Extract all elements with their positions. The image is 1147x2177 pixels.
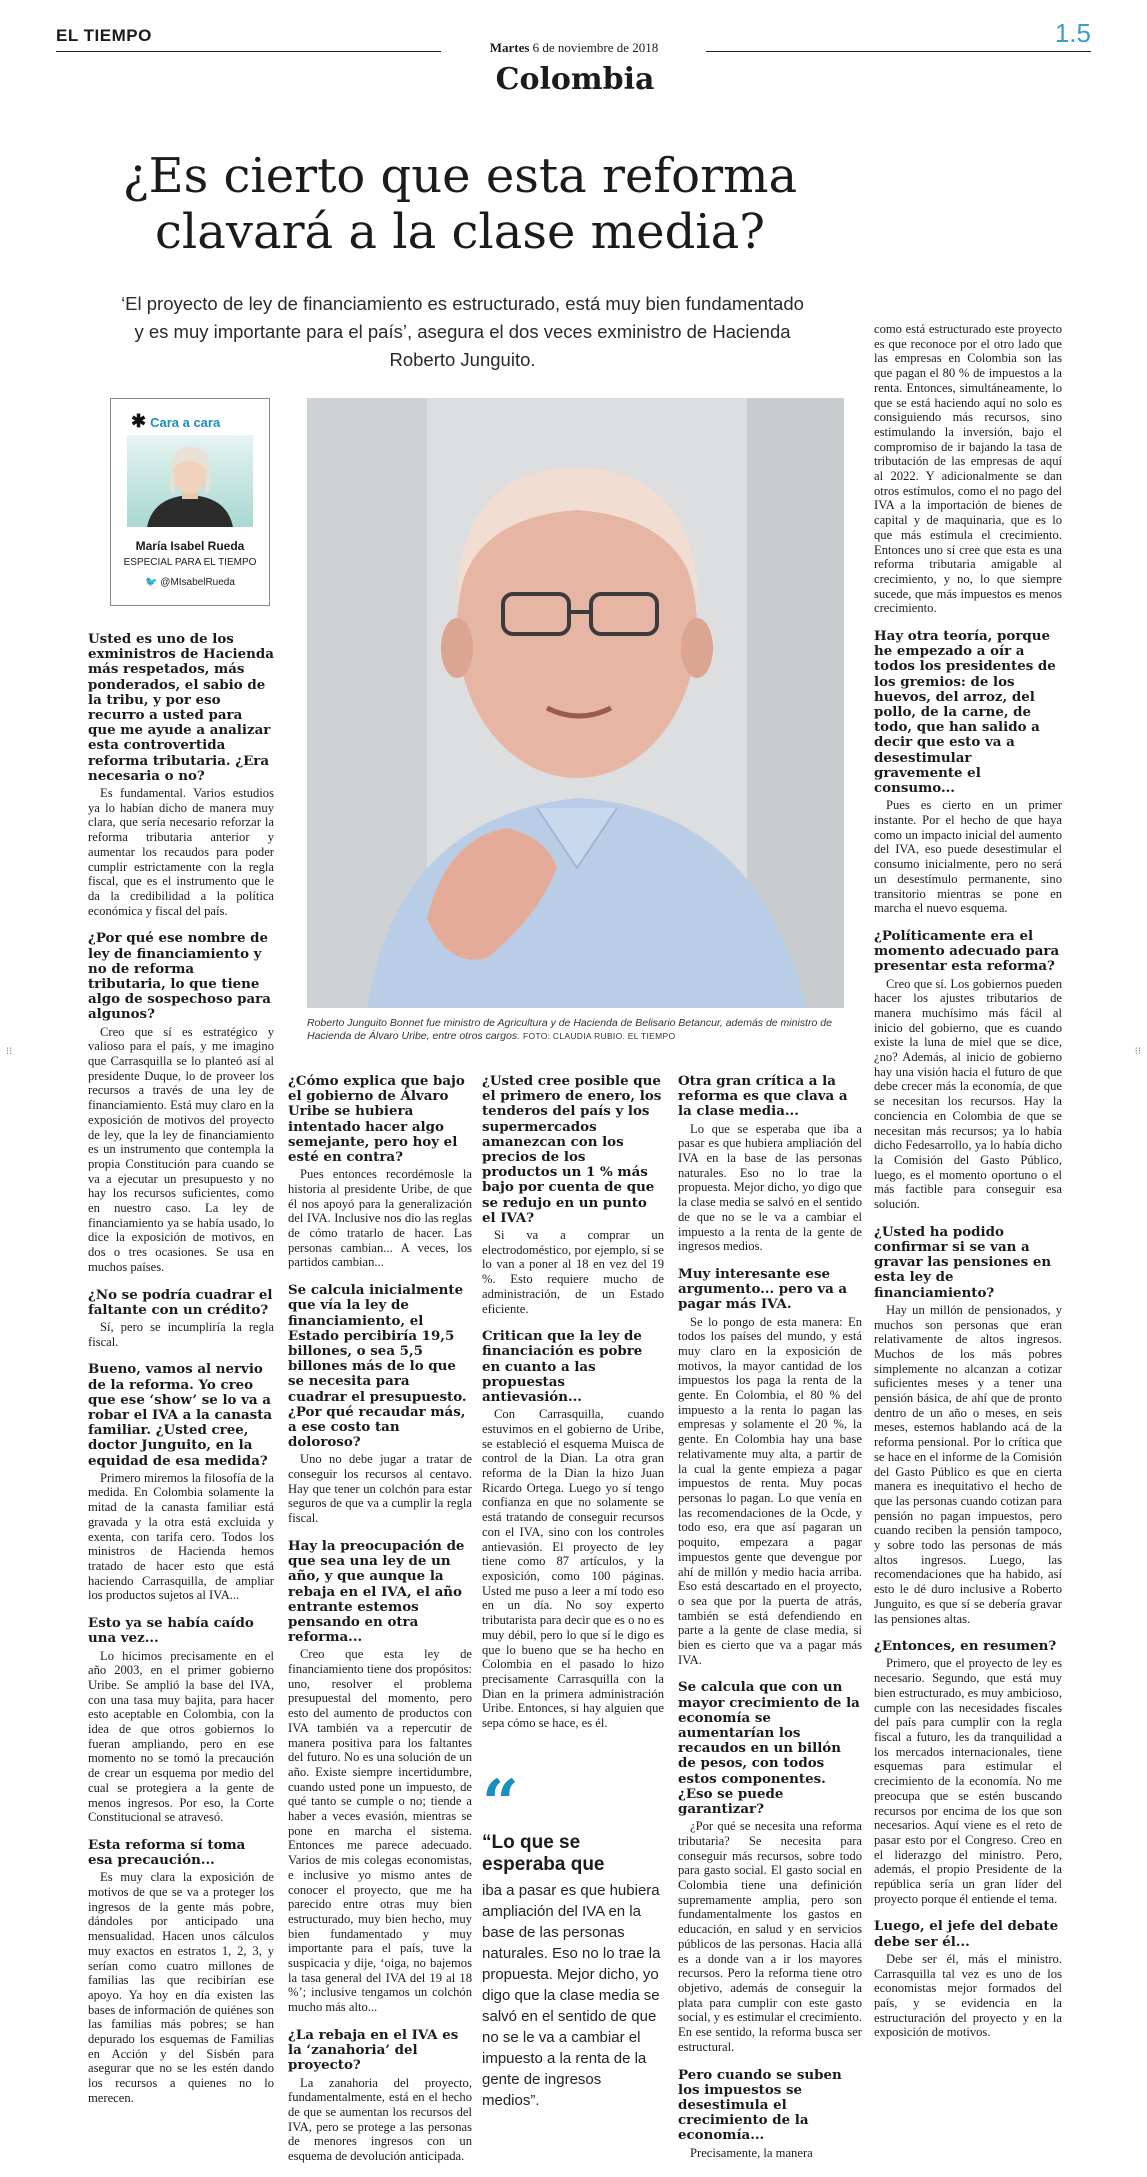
interview-question: ¿Usted cree posible que el primero de enero, los tenderos del país y los supermercados amanezcan con los precios de los productos un 1 % más bajo por cuenta de que se redujo en un punto el IVA?	[482, 1073, 662, 1226]
fold-mark-left: ⁝⁝	[6, 1046, 13, 1057]
interview-answer: Lo que se esperaba que iba a pasar es que hubiera ampliación del IVA en la base de las personas naturales. Eso no lo trae la propuesta. Mejor dicho, yo digo que la clase media se salvó en el sentido de que no se le va a cambiar el impuesto a la renta de la gente de ingresos medios.	[678, 1121, 862, 1254]
twitter-bird-icon: 🐦	[145, 577, 158, 588]
interview-answer: Hay un millón de pensionados, y muchos son personas que eran relativamente de altos ingresos. Muchos de los más pobres simplemente no alcanzan a cotizar suficientes meses y a tener una pensión básica, de ahí que de pronto dentro de un año o meses, en seis meses, estemos hablando acá de la reforma pensional. Por lo crítica que se hace en el informe de la Comisión del Gasto Público es que en cierta manera es inequitativo el hecho de que las personas cuando cotizan para pensión no pagan impuestos, pero cuando reciben la pensión tampoco, y sobre todo las personas de más altos ingresos. Luego, las recomendaciones que ha habido, así esto le dé duro inclusive a Roberto Junguito, es que sí se debería gravar las pensiones altas.	[874, 1302, 1062, 1626]
interview-question: Hay la preocupación de que sea una ley de un año, y que aunque la rebaja en el IVA, el año entrante estemos pensando en otra reforma...	[288, 1537, 465, 1646]
interview-question: ¿Cómo explica que bajo el gobierno de Álvaro Uribe se hubiera intentado hacer algo semejante, pero hoy el esté en contra?	[288, 1073, 465, 1166]
interview-question: Luego, el jefe del debate debe ser él...	[874, 1918, 1059, 1950]
text-column-5	[874, 322, 1062, 2053]
interview-question: Esta reforma sí toma esa precaución...	[88, 1836, 246, 1869]
headline: ¿Es cierto que esta reforma clavará a la clase media?	[122, 148, 798, 260]
interview-answer: Creo que esta ley de financiamiento tiene dos propósitos: uno, resolver el problema presupuestal del momento, pero esto del aumento de productos con IVA también va a repercutir de manera positiva para los faltantes del futuro. No es una solución de un año. Existe siempre incertidumbre, cuando usted pone un impuesto, de qué tanto se cumple o no; tiende a haber a veces evasión, mientras se pone en marcha el sistema. Entonces me parece adecuado. Varios de mis colegas economistas, e inclusive yo mismo antes de conocer el proyecto, que me ha parecido entre otras muy bien estructurado, muy bien hecho, muy bien fundamentado y muy importante para el país, tuve la suspicacia y dije, ‘oiga, no bajemos la tasa general del IVA del 19 al 18 %’; inclusive tengamos un colchón mucho más alto...	[288, 1647, 472, 2015]
interview-question: Hay otra teoría, porque he empezado a oír a todos los presidentes de los gremios: de los huevos, del arroz, del pollo, de la carne, de todo, que han salido a decir que esto va a desestimular gravemente el consumo...	[874, 628, 1056, 797]
pull-quote-lead: “Lo que se esperaba que	[482, 1832, 605, 1875]
interview-question: Usted es uno de los exministros de Hacienda más respetados, más ponderados, el sabio de la tribu, y por eso recurro a usted para que me ayude a analizar esta controvertida reforma tributaria. ¿Era necesaria o no?	[88, 631, 274, 784]
text-column-4	[678, 1074, 862, 2173]
text-column-3	[482, 1074, 664, 1744]
interview-photo	[307, 398, 844, 1008]
interview-answer: Precisamente, la manera	[690, 2145, 813, 2160]
text-column-1	[88, 632, 274, 2119]
interview-answer: Sí, pero se incumpliría la regla fiscal.	[88, 1319, 274, 1349]
header-rule-right	[706, 51, 1091, 52]
interview-question: Se calcula inicialmente que vía la ley de financiamiento, el Estado percibiría 19,5 billones, o sea 5,5 billones más de lo que se necesita para cuadrar el presupuesto. ¿Por qué recaudar más, a ese costo tan doloroso?	[288, 1282, 467, 1451]
interview-question: Muy interesante ese argumento... pero va a pagar más IVA.	[678, 1265, 848, 1313]
masthead: EL TIEMPO	[56, 26, 152, 45]
interview-answer: Primero miremos la filosofía de la medida. En Colombia solamente la mitad de la canasta familiar está gravada y la otra está excluida y exenta, con tarifa cero. Todos los ministros de Hacienda hemos tratado de hacer esto que está haciendo Carrasquilla, de ampliar los productos sujetos al IVA...	[88, 1470, 274, 1603]
author-portrait	[127, 435, 253, 527]
interview-answer: Creo que sí es estratégico y valioso para el país, y me imagino que Carrasquilla se lo planteó así al presidente Duque, lo de proveer los recursos a través de una ley de financiamiento. Está muy claro en la exposición de motivos del proyecto de ley, que la ley de financiamiento es un instrumento que contempla la propia Constitución para cuando se va a ejecutar un presupuesto y no hay los recursos suficientes, como en nuestro caso. La ley de financiamiento ya se había usado, lo dice la exposición de motivos, en dos o tres ocasiones. Se usa en muchos países.	[88, 1024, 274, 1274]
interview-answer: Si va a comprar un electrodoméstico, por ejemplo, sí se lo van a poner al 18 en vez del 19 %. Esto requiere mucho de administración, de un Estado eficiente.	[482, 1228, 664, 1316]
interview-answer: Con Carrasquilla, cuando estuvimos en el gobierno de Uribe, se estableció el esquema Muisca de control de la Dian. La otra gran reforma de la Dian la hizo Juan Ricardo Ortega. Luego yo sí tengo confianza en que no solamente se está tratando de conseguir recursos con el IVA, sino con los controles antievasión. El proyecto de ley tiene como 87 artículos, y la exposición, como 100 páginas. Usted me puso a leer a mí todo eso en un día. No soy experto tributarista para decir que es o no es muy débil, pero lo que sí le digo es que lo bueno que se ha hecho en Colombia en el pasado lo hizo precisamente Carrasquilla con la Dian en la primera administración Uribe. Entonces, si hay alguien que sepa cómo se hace, es él.	[482, 1407, 664, 1731]
section-title: Colombia	[495, 62, 655, 97]
interview-question: Se calcula que con un mayor crecimiento de la economía se aumentarían los recaudos en un billón de pesos, con todos estos componentes. ¿Eso se puede garantizar?	[678, 1679, 860, 1818]
author-handle[interactable]	[111, 577, 269, 588]
interview-question: Critican que la ley de financiación es pobre en cuanto a las propuestas antievasión...	[482, 1328, 643, 1406]
interview-answer: Pues es cierto en un primer instante. Por el hecho de que haya como un impacto inicial del aumento del IVA, eso puede desestimular el consumo inicialmente, pero no será un desestímulo permanente, sino transitorio mientras se pone en marcha el nuevo esquema.	[874, 798, 1062, 916]
cara-a-cara-label: Cara a cara	[150, 415, 221, 430]
author-role: ESPECIAL PARA EL TIEMPO	[123, 557, 257, 568]
asterisk-icon: ✱	[131, 411, 147, 431]
page-number: 1.5	[1054, 18, 1091, 48]
interview-answer: Primero, que el proyecto de ley es necesario. Segundo, que está muy bien estructurado, es muy ambicioso, cumple con las necesidades fiscales del país para cumplir con la regla fiscal a futuro, les da tranquilidad a los mercados internacionales, tiene esquemas para estimular el crecimiento de la economía. No me preocupa que se estén buscando recursos por encima de los que son necesarios. Aquí viene es el reto de pasar esto por el Congreso. Creo en el liderazgo del ministro. Pero, además, el propio Presidente de la república sería un gran líder del proyecto porque él entiende el tema.	[874, 1656, 1062, 1906]
interview-answer: Uno no debe jugar a tratar de conseguir los recursos al centavo. Hay que tener un colchón para estar seguros de que va a cumplir la regla fiscal.	[288, 1452, 472, 1526]
interview-answer: La zanahoria del proyecto, fundamentalmente, está en el hecho de que se aumentan los recursos del IVA, pero se protege a las personas de menores ingresos con un esquema de devolución anticipada.	[288, 2075, 472, 2164]
interview-question: ¿Usted ha podido confirmar si se van a gravar las pensiones en esta ley de financiamiento?	[874, 1223, 1052, 1301]
interview-question: ¿No se podría cuadrar el faltante con un crédito?	[88, 1286, 273, 1318]
issue-date-day: Martes	[489, 40, 530, 55]
interview-answer: Es muy clara la exposición de motivos de que se va a proteger los ingresos de la gente más pobre, dándoles por anticipado una mensualidad. Hacen unos cálculos muy exactos en estratos 1, 2, 3, y serían como cuatro millones de familias las que recibirían ese apoyo. Ya hoy en día existen las bases de información de quiénes son las familias más pobres; se han depurado los esquemas de Familias en Acción y del Sisbén para asegurar que no se les estén dando los recursos a quienes no lo merecen.	[88, 1870, 274, 2105]
photo-caption	[307, 1017, 847, 1043]
interview-question: ¿Políticamente era el momento adecuado para presentar esta reforma?	[874, 927, 1060, 975]
photo-caption-text: Roberto Junguito Bonnet fue ministro de Agricultura y de Hacienda de Belisario Betancur, además de ministro de Hacienda de Álvaro Uribe, entre otros cargos.	[307, 1017, 832, 1042]
text-column-2	[288, 1074, 472, 2177]
interview-answer: Se lo pongo de esta manera: En todos los países del mundo, y está muy claro en la exposición de motivos, la mayor cantidad de los impuestos los paga la renta de la gente. En Colombia, el 80 % del impuesto a la renta lo pagan las empresas y solamente el 20 %, la gente. En Colombia hay una base relativamente muy alta, a partir de la cual la gente empieza a pagar impuestos de renta. Muy pocas personas lo pagan. Lo que venía en las recomendaciones de la Ocde, y todo eso, era que así pagaran un poquito, empezara a pagar impuestos gente que devengue por ahí de millón y medio hacia arriba. Eso está descartado en el proyecto, o sea que por la puerta de atrás, también se está defendiendo en parte a la gente de clase media, si bien es cierto que va a pagar más IVA.	[678, 1314, 862, 1667]
deck: ‘El proyecto de ley de financiamiento es estructurado, está muy bien fundamentado y es muy importante para el país’, asegura el dos veces exministro de Hacienda Roberto Junguito.	[121, 293, 804, 370]
quote-mark-icon: “	[482, 1766, 519, 1841]
pull-quote	[482, 1766, 662, 2111]
interview-question: ¿La rebaja en el IVA es la ‘zanahoria’ del proyecto?	[288, 2026, 459, 2074]
interview-question: Pero cuando se suben los impuestos se desestimula el crecimiento de la economía...	[678, 2066, 842, 2144]
portrait-illustration	[307, 398, 844, 1008]
issue-date	[452, 40, 696, 56]
author-avatar	[127, 435, 253, 527]
interview-question: Esto ya se había caído una vez...	[88, 1615, 254, 1647]
cara-a-cara-box	[110, 398, 270, 606]
issue-date-rest: 6 de noviembre de 2018	[532, 40, 659, 55]
interview-question: Otra gran crítica a la reforma es que clava a la clase media...	[678, 1073, 848, 1120]
interview-question: Bueno, vamos al nervio de la reforma. Yo creo que ese ‘show’ se lo va a robar el IVA a la canasta familiar. ¿Usted cree, doctor Junguito, en la equidad de esa medida?	[88, 1361, 273, 1469]
interview-answer: Lo hicimos precisamente en el año 2003, en el primer gobierno Uribe. Se amplió la base del IVA, con una tasa muy bajita, para hacer esto aceptable en Colombia, con la idea de que otros gobiernos lo fueran ampliando, pero en ese momento no se tomó la precaución de crear un esquema por medio del cual se protegiera a la gente de menos ingresos. Por eso, la Corte Constitucional se atravesó.	[88, 1648, 274, 1825]
interview-question: ¿Por qué ese nombre de ley de financiamiento y no de reforma tributaria, lo que tiene algo de sospechoso para algunos?	[88, 930, 271, 1023]
header-rule-left	[56, 51, 441, 52]
interview-answer: ¿Por qué se necesita una reforma tributaria? Se necesita para conseguir más recursos, sobre todo para gasto social. El gasto social en Colombia tiene una definición supremamente amplia, pero son fundamentalmente los gastos en educación, en salud y en servicios públicos de las personas. Hacia allá es a donde van a ir los mayores recursos. Pero la reforma tiene otro objetivo, además de conseguir la plata para cumplir con este gasto social, y es estimular el crecimiento. En ese sentido, la reforma busca ser estructural.	[678, 1819, 862, 2054]
fold-mark-right: ⁝⁝	[1134, 1046, 1141, 1057]
interview-answer: Creo que sí. Los gobiernos pueden hacer los ajustes tributarios de manera muchísimo más fácil al inicio del gobierno, que es cuando existe la luna de miel que se dice, ¿no? Además, al inicio de gobierno hay una visión hacia el futuro de que debe crecer más la economía, de que se necesitan los recursos. Hay la conciencia en Colombia de que se necesitan más recursos; ya lo había dicho Fedesarrollo, ya lo había dicho la Comisión del Gasto Público, luego, es el momento oportuno o el más factible para conseguir esa solución.	[874, 976, 1062, 1212]
interview-answer: Pues entonces recordémosle la historia al presidente Uribe, de que él nos apoyó para la generalización del IVA. Inclusive nos dio las reglas de cómo tratarlo de hacer. Las personas cambian... A veces, los partidos cambian...	[288, 1167, 472, 1270]
author-handle-text: @MIsabelRueda	[160, 577, 235, 588]
photo-credit: FOTO: CLAUDIA RUBIO. EL TIEMPO	[522, 1031, 676, 1041]
interview-answer: Es fundamental. Varios estudios ya lo habían dicho de manera muy clara, que sería necesario reforzar la reforma tributaria anterior y aumentar los recaudos para poder cumplir estrictamente con la regla fiscal, que es el instrumento que le da la credibilidad a la política económica y fiscal del país.	[88, 786, 274, 918]
interview-answer: como está estructurado este proyecto es que reconoce por el otro lado que las empresas en Colombia son las que pagan el 80 % de impuestos a la renta. Entonces, simultáneamente, lo que se está haciendo aquí no solo es consiguiendo más recursos, sino estimulando la inversión, bajo el compromiso de ir bajando la tasa de tributación de las empresas de aquí al 2022. Y adicionalmente se dan otros estímulos, como el no pago del IVA a la importación de bienes de capital y de maquinaria, que es lo que más estimula el crecimiento. Entonces uno sí cree que esta es una reforma tributaria amigable al crecimiento, y no, lo que siempre sucede, que más impuestos es menos crecimiento.	[874, 322, 1062, 616]
interview-answer: Debe ser él, más el ministro. Carrasquilla tal vez es uno de los economistas mejor formados del país, y se evidencia en la estructuración del proyecto y en la exposición de motivos.	[874, 1951, 1062, 2040]
pull-quote-body: iba a pasar es que hubiera ampliación del IVA en la base de las personas naturales. Eso no lo trae la propuesta. Mejor dicho, yo digo que la clase media se salvó en el sentido de que no se le va a cambiar el impuesto a la renta de la gente de ingresos medios”.	[482, 1882, 661, 2109]
interview-question: ¿Entonces, en resumen?	[874, 1638, 1057, 1655]
cara-a-cara-title	[131, 411, 220, 432]
author-name: María Isabel Rueda	[135, 539, 245, 553]
